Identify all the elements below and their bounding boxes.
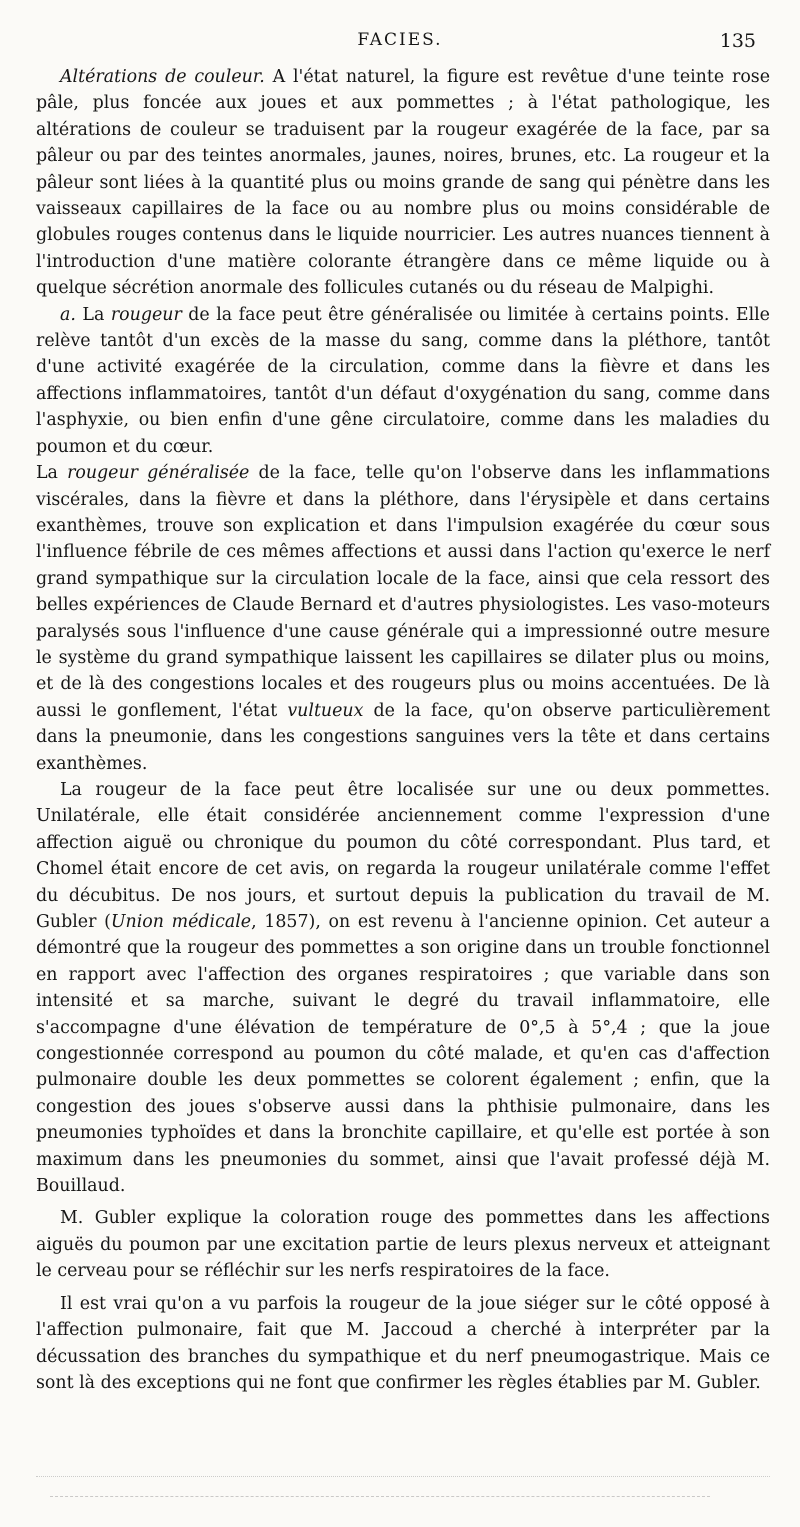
paragraph-rougeur: a. La rougeur de la face peut être généralisée ou limitée à certains points. Elle relève tantôt d'un excès de la masse du sang, comme dans la pléthore, tantôt d'une activité exagérée de la circulation, comme dans la fièvre et dans les affections inflammatoires, tantôt d'un défaut d'oxygénation du sang, comme dans l'asphyxie, ou bien enfin d'une gêne circulatoire, comme dans les maladies du poumon et du cœur. — [36, 304, 770, 457]
paragraph-alterations — [36, 64, 770, 302]
page-body — [36, 64, 770, 1396]
paragraph-rougeur-generalisee: La rougeur généralisée de la face, telle qu'on l'observe dans les inflammations viscérales, dans la fièvre et dans la pléthore, dans l'érysipèle et dans certains exanthèmes, trouve son explication et dans l'impulsion exagérée du cœur sous l'influence fébrile de ces mêmes affections et aussi dans l'action qu'exerce le nerf grand sympathique sur la circulation locale de la face, ainsi que cela ressort des belles expériences de Claude Bernard et d'autres physiologistes. Les vaso-moteurs paralysés sous l'influence d'une cause générale qui a impressionné outre mesure le système du grand sympathique laissent les capillaires se dilater plus ou moins, et de là des congestions locales et des rougeurs plus ou moins accentuées. De là aussi le gonflement, l'état vultueux de la face, qu'on observe particulièrement dans la pneumonie, dans les congestions sanguines vers la tête et dans certains exanthèmes. — [36, 463, 771, 774]
paragraph-text: de la face, telle qu'on l'observe dans les inflammations viscérales, dans la fièvre et dans la pléthore, dans l'érysipèle et dans certains exanthèmes, trouve son explication et dans l'impulsion exagérée du cœur sous l'influence fébrile de ces mêmes affections et aussi dans l'action qu'exerce le nerf grand sympathique sur la circulation locale de la face, ainsi que cela ressort des belles expériences de Claude Bernard et d'autres physiologistes. Les vaso-moteurs paralysés sous l'influence d'une cause générale qui a impressionné outre mesure le système du grand sympathique laissent les capillaires se dilater plus ou moins, et de là des congestions locales et des rougeurs plus ou moins accentuées. De là aussi le gonflement, l'état — [36, 463, 771, 721]
paragraph-jaccoud — [36, 1291, 770, 1397]
paragraph-text: La rougeur de la face peut être localisée sur une ou deux pommettes. Unilatérale, elle était considérée anciennement comme l'expression d'une affection aiguë ou chronique du poumon du côté correspondant. Plus tard, et Chomel était encore de cet avis, on regarda la rougeur unilatérale comme l'effet du décubitus. De nos jours, et surtout depuis la publication du travail de M. Gubler ( — [36, 779, 770, 932]
paragraph-text: M. Gubler explique la coloration rouge des pommettes dans les affections aiguës du poumon par une excitation partie de leurs plexus nerveux et atteignant le cerveau pour se réfléchir sur les nerfs respiratoires de la face. — [36, 1208, 770, 1282]
running-title: FACIES. — [357, 30, 443, 50]
scan-artifact-line — [36, 1476, 770, 1489]
citation-union-medicale: Union médicale — [110, 912, 252, 932]
emphasis-rougeur-generalisee: rougeur généralisée — [67, 463, 250, 484]
paragraph-text: A l'état naturel, la figure est revêtue d'une teinte rose pâle, plus foncée aux joues et aux pommettes ; à l'état pathologique, les altérations de couleur se traduisent par la rougeur exagérée de la face, par sa pâleur ou par des teintes anormales, jaunes, noires, brunes, etc. La rougeur et la pâleur sont liées à la quantité plus ou moins grande de sang qui pénètre dans les vaisseaux capillaires de la face ou au nombre plus ou moins considérable de globules rouges contenus dans le liquide nourricier. Les autres nuances tiennent à l'introduction d'une matière colorante étrangère dans ce même liquide ou à quelque sécrétion anormale des follicules cutanés ou du réseau de Malpighi. — [36, 67, 770, 299]
emphasis-rougeur: rougeur — [110, 304, 182, 325]
paragraph-text: Il est vrai qu'on a vu parfois la rougeur de la joue siéger sur le côté opposé à l'affection pulmonaire, fait que M. Jaccoud a cherché à interpréter par la décussation des branches du sympathique et du nerf pneumogastrique. Mais ce sont là des exceptions qui ne font que confirmer les règles établies par M. Gubler. — [36, 1293, 770, 1393]
paragraph-text: de la face peut être généralisée ou limitée à certains points. Elle relève tantôt d'un excès de la masse du sang, comme dans la pléthore, tantôt d'une activité exagérée de la circulation, comme dans la fièvre et dans les affections inflammatoires, tantôt d'un défaut d'oxygénation du sang, comme dans l'asphyxie, ou bien enfin d'une gêne circulatoire, comme dans les maladies du poumon et du cœur. — [36, 304, 770, 457]
item-letter: a. — [60, 304, 76, 325]
page-header — [0, 30, 800, 56]
section-heading: Altérations de couleur. — [60, 67, 265, 87]
paragraph-gubler — [36, 1205, 770, 1284]
paragraph-rougeur-localisee: La rougeur de la face peut être localisée sur une ou deux pommettes. Unilatérale, elle était considérée anciennement comme l'expression d'une affection aiguë ou chronique du poumon du côté correspondant. Plus tard, et Chomel était encore de cet avis, on regarda la rougeur unilatérale comme l'effet du décubitus. De nos jours, et surtout depuis la publication du travail de M. Gubler (Union médicale, 1857), on est revenu à l'ancienne opinion. Cet auteur a démontré que la rougeur des pommettes a son origine dans un trouble fonctionnel en rapport avec l'affection des organes respiratoires ; que variable dans son intensité et sa marche, suivant le degré du travail inflammatoire, elle s'accompagne d'une élévation de température de 0°,5 à 5°,4 ; que la joue congestionnée correspond au poumon du côté malade, et qu'en cas d'affection pulmonaire double les deux pommettes se colorent également ; enfin, que la congestion des joues s'observe aussi dans la phthisie pulmonaire, dans les pneumonies typhoïdes et dans la bronchite capillaire, et qu'elle est portée à son maximum dans les pneumonies du sommet, ainsi que l'avait professé déjà M. Bouillaud. — [36, 779, 770, 1197]
scan-artifact-line — [50, 1496, 710, 1498]
page-number: 135 — [719, 30, 756, 52]
emphasis-vultueux: vultueux — [287, 700, 364, 721]
